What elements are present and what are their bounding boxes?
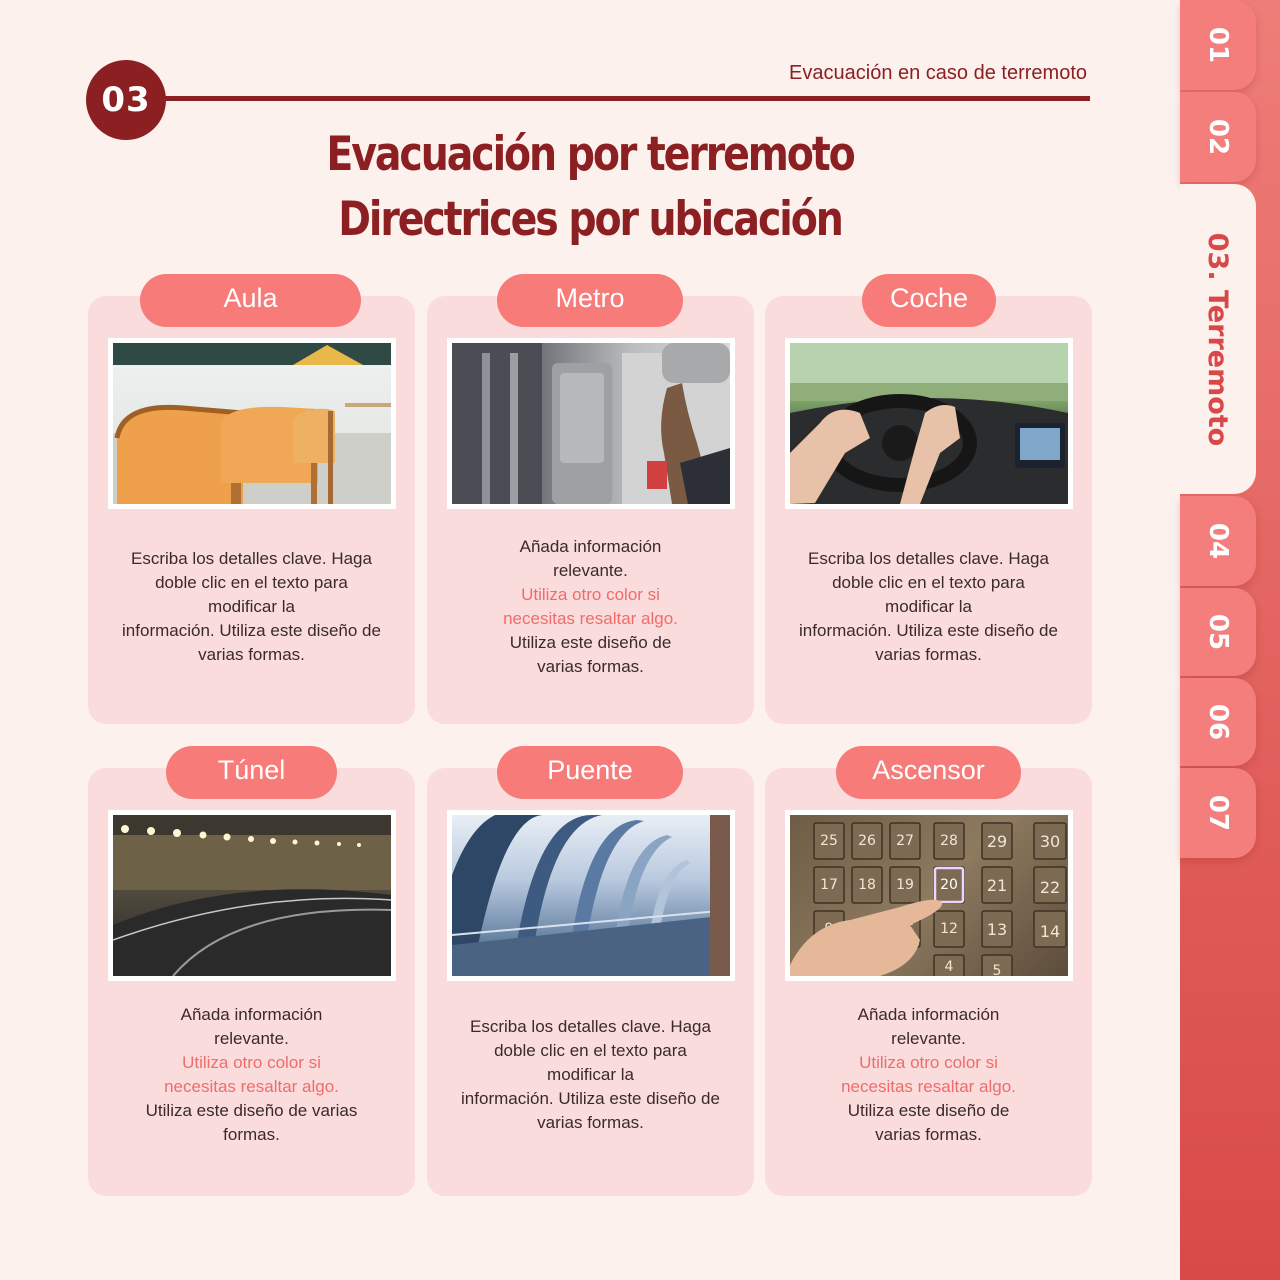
elevator-photo: [785, 810, 1073, 981]
text-line: información. Utiliza este diseño de: [799, 621, 1058, 640]
elevator-button-label: 28: [940, 833, 958, 849]
text-line: Utiliza este diseño de: [509, 633, 672, 652]
text-line: Escriba los detalles clave. Haga: [131, 549, 372, 568]
nav-tab-05[interactable]: [1180, 588, 1256, 676]
text-line: Añada información: [857, 1005, 1000, 1024]
text-line: información. Utiliza este diseño de: [461, 1089, 720, 1108]
nav-tab-06[interactable]: [1180, 678, 1256, 766]
nav-tab-label: 05: [1203, 613, 1233, 651]
title-line-1: Evacuación por terremoto: [326, 127, 854, 182]
card-label: Aula: [140, 274, 361, 327]
text-line: Escriba los detalles clave. Haga: [808, 549, 1049, 568]
card-label: Puente: [497, 746, 683, 799]
tunnel-photo: [108, 810, 396, 981]
text-line: Añada información: [519, 537, 662, 556]
elevator-button-label: 18: [858, 877, 876, 893]
text-line: Añada información: [180, 1005, 323, 1024]
elevator-button-label: 19: [896, 877, 914, 893]
elevator-button-label: 14: [1039, 922, 1061, 941]
card-metro: [427, 283, 754, 724]
page-subtitle: Evacuación en caso de terremoto: [789, 62, 1087, 84]
elevator-button-label: 5: [992, 963, 1002, 976]
nav-tab-label: 06: [1203, 703, 1233, 741]
card-label: Metro: [497, 274, 683, 327]
text-line: Utiliza este diseño de varias: [145, 1101, 358, 1120]
highlight-text: Utiliza otro color si: [859, 1053, 998, 1072]
card-tunel: [88, 755, 415, 1196]
text-line: modificar la: [547, 1065, 634, 1084]
nav-tab-label: 07: [1203, 794, 1233, 832]
card-text: [781, 547, 1076, 667]
card-text: [443, 535, 738, 679]
text-line: relevante.: [553, 561, 628, 580]
nav-tab-label: 03. Terremoto: [1202, 232, 1234, 446]
classroom-photo: [108, 338, 396, 509]
bridge-photo: [447, 810, 735, 981]
section-number-badge: 03: [86, 60, 166, 140]
text-line: varias formas.: [198, 645, 305, 664]
elevator-button-label: 21: [986, 876, 1008, 895]
title-line-2: Directrices por ubicación: [338, 192, 842, 247]
text-line: relevante.: [214, 1029, 289, 1048]
text-line: varias formas.: [875, 1125, 982, 1144]
text-line: doble clic en el texto para: [155, 573, 348, 592]
nav-tab-01[interactable]: [1180, 0, 1256, 90]
highlight-text: necesitas resaltar algo.: [164, 1077, 339, 1096]
elevator-button-label: 4: [944, 959, 954, 975]
text-line: varias formas.: [537, 1113, 644, 1132]
elevator-button-label: 17: [820, 877, 838, 893]
elevator-button-label: 12: [940, 921, 958, 937]
nav-tab-02[interactable]: [1180, 92, 1256, 182]
text-line: modificar la: [885, 597, 972, 616]
elevator-button-label: 29: [986, 832, 1008, 851]
header-divider: [160, 96, 1090, 101]
nav-tab-label: 02: [1203, 118, 1233, 156]
elevator-button-label: 13: [986, 920, 1008, 939]
subway-photo: [447, 338, 735, 509]
card-label: Túnel: [166, 746, 337, 799]
nav-tab-07[interactable]: [1180, 768, 1256, 858]
page-title: [304, 122, 875, 252]
elevator-button-label: 26: [858, 833, 876, 849]
nav-tab-04[interactable]: [1180, 496, 1256, 586]
text-line: formas.: [223, 1125, 280, 1144]
elevator-button-label: 30: [1039, 832, 1061, 851]
car-photo: [785, 338, 1073, 509]
text-line: Utiliza este diseño de: [847, 1101, 1010, 1120]
card-label: Ascensor: [836, 746, 1021, 799]
text-line: modificar la: [208, 597, 295, 616]
card-coche: [765, 283, 1092, 724]
nav-tab-label: 04: [1203, 522, 1233, 560]
card-text: [104, 547, 399, 667]
text-line: doble clic en el texto para: [494, 1041, 687, 1060]
card-puente: [427, 755, 754, 1196]
text-line: varias formas.: [537, 657, 644, 676]
card-label: Coche: [862, 274, 996, 327]
highlight-text: Utiliza otro color si: [182, 1053, 321, 1072]
card-aula: [88, 283, 415, 724]
elevator-button-label: 22: [1039, 878, 1061, 897]
text-line: varias formas.: [875, 645, 982, 664]
text-line: información. Utiliza este diseño de: [122, 621, 381, 640]
elevator-button-label: 20: [940, 877, 958, 893]
card-text: [443, 1015, 738, 1135]
nav-tab-label: 01: [1203, 26, 1233, 64]
card-ascensor: [765, 755, 1092, 1196]
card-text: [781, 1003, 1076, 1147]
highlight-text: Utiliza otro color si: [521, 585, 660, 604]
elevator-button-label: 25: [820, 833, 838, 849]
nav-tab-03-terremoto[interactable]: [1180, 184, 1256, 494]
text-line: Escriba los detalles clave. Haga: [470, 1017, 711, 1036]
text-line: doble clic en el texto para: [832, 573, 1025, 592]
text-line: relevante.: [891, 1029, 966, 1048]
highlight-text: necesitas resaltar algo.: [841, 1077, 1016, 1096]
elevator-button-label: 27: [896, 833, 914, 849]
card-text: [104, 1003, 399, 1147]
highlight-text: necesitas resaltar algo.: [503, 609, 678, 628]
